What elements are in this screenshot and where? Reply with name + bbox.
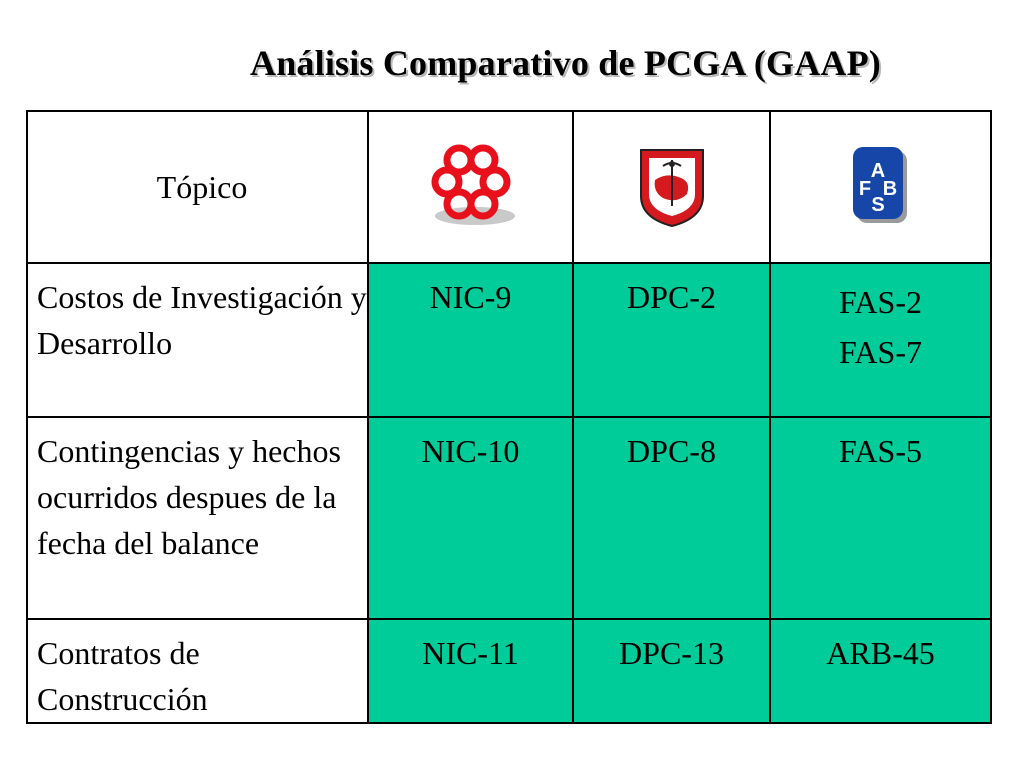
table-row: [27, 417, 991, 619]
fas-cell: ARB-45: [770, 619, 991, 723]
nic-cell: NIC-11: [368, 619, 573, 723]
dpc-cell: DPC-2: [573, 263, 770, 417]
fas-value: FAS-7: [839, 334, 922, 370]
svg-text:S: S: [870, 194, 885, 216]
row-topic-label: Contingencias y hechos ocurridos despues de la fecha del balance: [27, 417, 368, 619]
dpc-cell: DPC-13: [573, 619, 770, 723]
nic-cell: NIC-10: [368, 417, 573, 619]
svg-text:A: A: [870, 160, 885, 182]
fas-cell: [770, 263, 991, 417]
iasc-logo: [423, 142, 519, 232]
fas-cell: FAS-5: [770, 417, 991, 619]
fasb-logo: [851, 147, 911, 227]
nic-cell: NIC-9: [368, 263, 573, 417]
row-topic-label: Contratos de Construcción: [27, 619, 368, 723]
fas-value: FAS-2: [839, 284, 922, 320]
svg-text:B: B: [882, 178, 897, 200]
topic-header: Tópico: [27, 111, 368, 263]
dpc-cell: DPC-8: [573, 417, 770, 619]
fccpv-logo: [637, 146, 707, 228]
svg-text:F: F: [858, 178, 871, 200]
table-row: [27, 263, 991, 417]
comparison-table: [26, 110, 992, 724]
page-title: Análisis Comparativo de PCGA (GAAP): [250, 43, 881, 83]
row-topic-label: Costos de Investigación y Desarrollo: [27, 263, 368, 417]
iasc-logo-cell: [368, 111, 573, 263]
fccpv-logo-cell: [573, 111, 770, 263]
fasb-logo-cell: [770, 111, 991, 263]
header-row: [27, 111, 991, 263]
table-row: [27, 619, 991, 723]
